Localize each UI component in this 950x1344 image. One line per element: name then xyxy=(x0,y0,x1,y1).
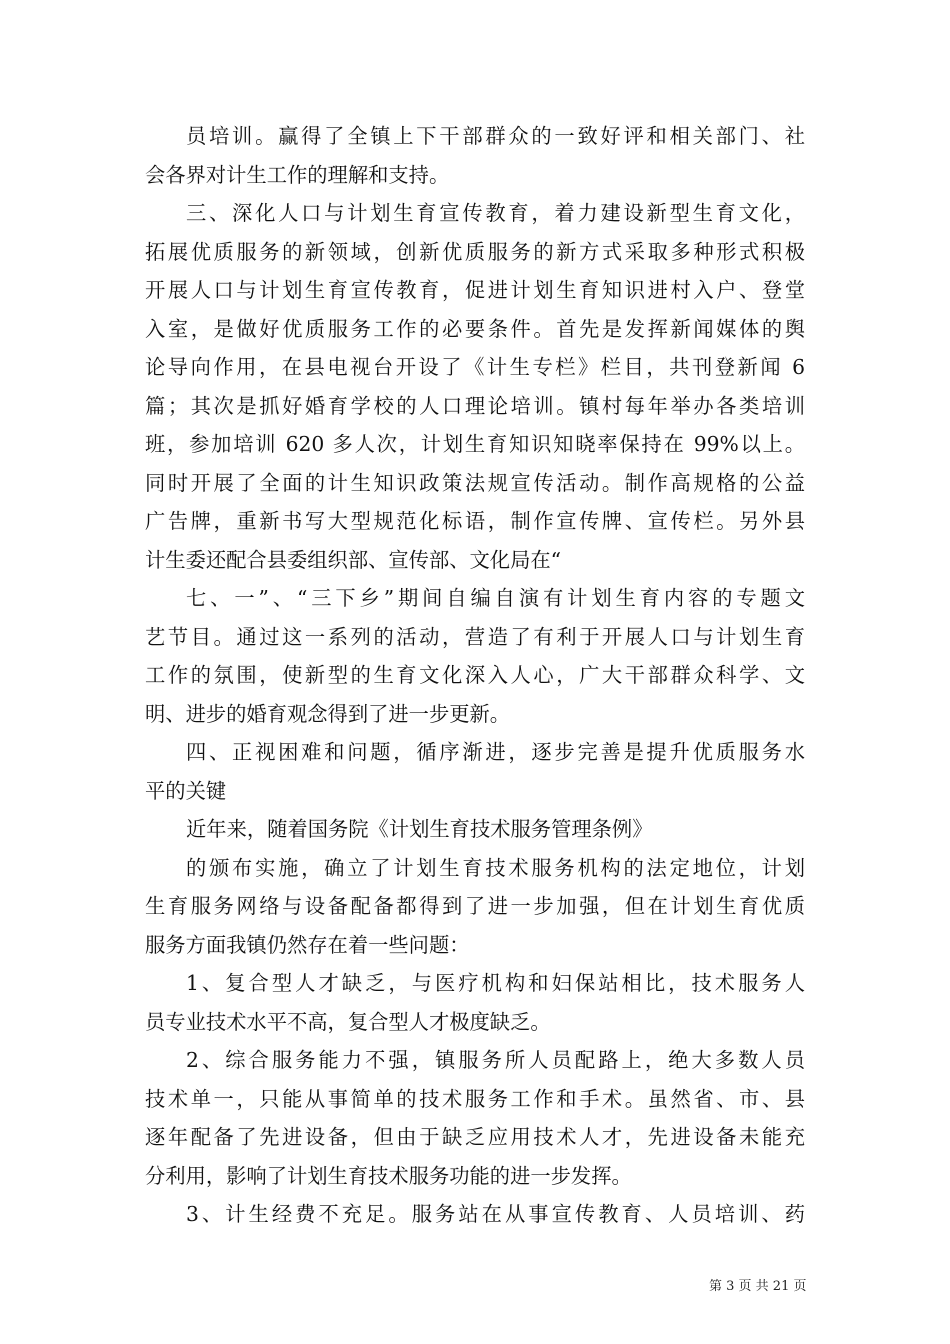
text-line: 会各界对计生工作的理解和支持。 xyxy=(145,162,450,187)
text-line: 篇；其次是抓好婚育学校的人口理论培训。镇村每年举办各类培训 xyxy=(145,393,805,418)
text-line: 逐年配备了先进设备，但由于缺乏应用技术人才，先进设备未能充 xyxy=(145,1125,805,1149)
text-line: 近年来，随着国务院《计划生育技术服务管理条例》 xyxy=(186,817,653,841)
text-line: 平的关键 xyxy=(145,778,227,803)
text-line: 技术单一，只能从事简单的技术服务工作和手术。虽然省、市、县 xyxy=(145,1086,805,1111)
text-line: 2、综合服务能力不强，镇服务所人员配路上，绝大多数人员 xyxy=(186,1048,805,1072)
text-line: 七、一”、“三下乡”期间自编自演有计划生育内容的专题文 xyxy=(186,586,805,610)
text-line: 论导向作用，在县电视台开设了《计生专栏》栏目，共刊登新闻 6 xyxy=(145,355,805,379)
text-line: 四、正视困难和问题，循序渐进，逐步完善是提升优质服务水 xyxy=(186,740,805,764)
text-line: 工作的氛围，使新型的生育文化深入人心，广大干部群众科学、文 xyxy=(145,663,805,687)
text-line: 同时开展了全面的计生知识政策法规宣传活动。制作高规格的公益 xyxy=(145,470,805,495)
document-body xyxy=(145,117,805,1234)
text-line: 广告牌，重新书写大型规范化标语，制作宣传牌、宣传栏。另外县 xyxy=(145,509,805,533)
page-number-label: 第 3 页 共 21 页 xyxy=(709,1279,807,1294)
text-line: 明、进步的婚育观念得到了进一步更新。 xyxy=(145,701,511,726)
text-line: 员培训。赢得了全镇上下干部群众的一致好评和相关部门、社 xyxy=(186,124,805,148)
text-line: 开展人口与计划生育宣传教育，促进计划生育知识进村入户、登堂 xyxy=(145,278,805,302)
text-line: 员专业技术水平不高，复合型人才极度缺乏。 xyxy=(145,1009,551,1034)
text-line: 艺节目。通过这一系列的活动，营造了有利于开展人口与计划生育 xyxy=(145,624,805,649)
text-line: 入室，是做好优质服务工作的必要条件。首先是发挥新闻媒体的舆 xyxy=(145,316,805,341)
text-line: 生育服务网络与设备配备都得到了进一步加强，但在计划生育优质 xyxy=(145,894,805,918)
text-line: 拓展优质服务的新领域，创新优质服务的新方式采取多种形式积极 xyxy=(145,239,805,264)
text-line: 1、复合型人才缺乏，与医疗机构和妇保站相比，技术服务人 xyxy=(186,971,805,995)
text-line: 计生委还配合县委组织部、宣传部、文化局在“ xyxy=(145,547,561,572)
text-line: 班，参加培训 620 多人次，计划生育知识知晓率保持在 99%以上。 xyxy=(145,432,805,456)
text-line: 的颁布实施，确立了计划生育技术服务机构的法定地位，计划 xyxy=(186,855,805,880)
text-line: 3、计生经费不充足。服务站在从事宣传教育、人员培训、药 xyxy=(186,1202,805,1226)
text-line: 服务方面我镇仍然存在着一些问题： xyxy=(145,932,470,957)
text-line: 三、深化人口与计划生育宣传教育，着力建设新型生育文化， xyxy=(186,201,805,225)
text-line: 分利用，影响了计划生育技术服务功能的进一步发挥。 xyxy=(145,1163,632,1188)
